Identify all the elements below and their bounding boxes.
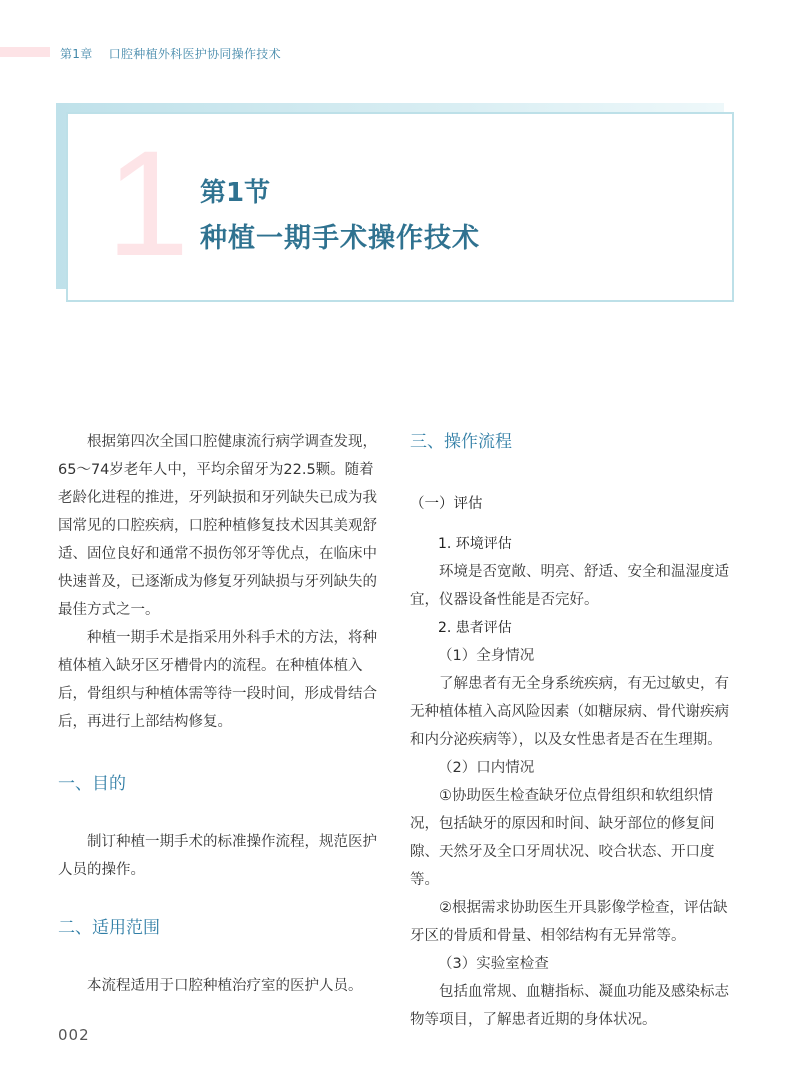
intro-paragraph-2: 种植一期手术是指采用外科手术的方法，将种植体植入缺牙区牙槽骨内的流程。在种植体植入后，骨组织与种植体需等待一段时间，形成骨结合后，再进行上部结构修复。 [58,630,377,730]
scope-text: 本流程适用于口腔种植治疗室的医护人员。 [87,978,363,994]
left-column [58,428,384,1000]
header-accent-bar [0,47,50,57]
page-number: 002 [58,1026,90,1044]
section-number: 第1节 [200,178,271,208]
oral-text-1: ①协助医生检查缺牙位点骨组织和软组织情况，包括缺牙的原因和时间、缺牙部位的修复间隙、天然牙及全口牙周状况、咬合状态、开口度等。 [410,788,715,888]
chapter-title: 口腔种植外科医护协同操作技术 [108,47,281,61]
intro-paragraph-1: 根据第四次全国口腔健康流行病学调查发现，65～74岁老年人中，平均余留牙为22.5颗。随着老龄化进程的推进，牙列缺损和牙列缺失已成为我国常见的口腔疾病，口腔种植修复技术因其美观舒适、固位良好和通常不损伤邻牙等优点，在临床中快速普及，已逐渐成为修复牙列缺损与牙列缺失的最佳方式之一。 [58,434,377,618]
right-column [410,428,736,1034]
heading-oral: （2）口内情况 [438,760,535,776]
lab-text: 包括血常规、血糖指标、凝血功能及感染标志物等项目，了解患者近期的身体状况。 [410,984,729,1028]
environment-text: 环境是否宽敞、明亮、舒适、安全和温湿度适宜，仪器设备性能是否完好。 [410,564,729,608]
heading-lab: （3）实验室检查 [438,956,549,972]
oral-text-2: ②根据需求协助医生开具影像学检查，评估缺牙区的骨质和骨量、相邻结构有无异常等。 [410,900,728,944]
general-text: 了解患者有无全身系统疾病，有无过敏史，有无种植体植入高风险因素（如糖尿病、骨代谢疾病和内分泌疾病等），以及女性患者是否在生理期。 [410,676,729,748]
chapter-label: 第1章 [60,47,93,61]
heading-purpose: 一、目的 [58,774,126,794]
heading-scope: 二、适用范围 [58,918,160,938]
heading-general: （1）全身情况 [438,648,535,664]
heading-environment: 1. 环境评估 [438,536,512,552]
section-big-number: 1 [106,119,190,287]
running-header [60,45,293,62]
purpose-text: 制订种植一期手术的标准操作流程，规范医护人员的操作。 [58,834,377,878]
heading-process: 三、操作流程 [410,432,512,452]
section-title: 种植一期手术操作技术 [200,223,480,254]
heading-patient: 2. 患者评估 [438,620,512,636]
heading-assessment: （一）评估 [410,496,483,512]
